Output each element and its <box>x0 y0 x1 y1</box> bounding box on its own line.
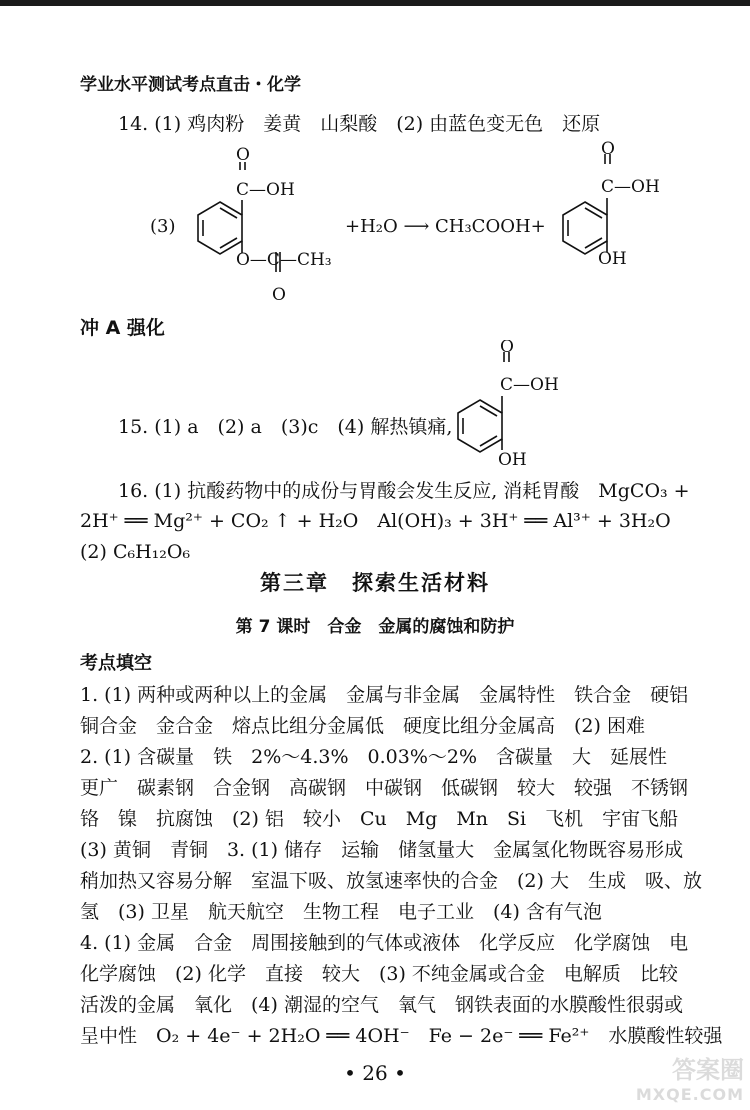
q14-equation-middle: +H₂O ⟶ CH₃COOH+ <box>345 216 546 237</box>
top-border <box>0 0 750 6</box>
section-a-title: 冲 A 强化 <box>80 317 165 339</box>
fill-in-line: 2. (1) 含碳量 铁 2%～4.3% 0.03%～2% 含碳量 大 延展性 <box>80 746 668 768</box>
q16-line2: 2H⁺ ══ Mg²⁺ + CO₂ ↑ + H₂O Al(OH)₃ + 3H⁺ ══ Al³⁺ + 3H₂O <box>80 510 671 532</box>
aspirin-ester: O—C—CH₃ <box>236 250 332 270</box>
fill-in-line: 4. (1) 金属 合金 周围接触到的气体或液体 化学反应 化学腐蚀 电 <box>80 932 689 954</box>
q14-part1: 14. (1) 鸡肉粉 姜黄 山梨酸 (2) 由蓝色变无色 还原 <box>118 113 601 135</box>
aspirin-o-bottom: O <box>272 285 286 305</box>
q16-line3: (2) C₆H₁₂O₆ <box>80 541 191 563</box>
salicylic-oh: OH <box>598 249 627 269</box>
fill-in-line: (3) 黄铜 青铜 3. (1) 储存 运输 储氢量大 金属氢化物既容易形成 <box>80 839 684 861</box>
fill-in-line: 活泼的金属 氧化 (4) 潮湿的空气 氧气 钢铁表面的水膜酸性很弱或 <box>80 994 683 1016</box>
chapter-title: 第三章 探索生活材料 <box>260 571 490 595</box>
fill-in-line: 稍加热又容易分解 室温下吸、放氢速率快的合金 (2) 大 生成 吸、放 <box>80 870 702 892</box>
lesson-title: 第 7 课时 合金 金属的腐蚀和防护 <box>235 617 515 637</box>
q15-oh: OH <box>498 450 527 470</box>
aspirin-o-top: O <box>236 145 250 165</box>
q14-part3-label: (3) <box>150 216 176 237</box>
fill-in-line: 化学腐蚀 (2) 化学 直接 较大 (3) 不纯金属或合金 电解质 比较 <box>80 963 678 985</box>
salicylic-cooh: C—OH <box>601 177 660 197</box>
page-number: • 26 • <box>344 1061 406 1085</box>
watermark-cn: 答案圈 <box>672 1056 744 1084</box>
q15-cooh: C—OH <box>500 375 559 395</box>
running-header: 学业水平测试考点直击・化学 <box>80 75 301 95</box>
fill-in-line: 呈中性 O₂ + 4e⁻ + 2H₂O ══ 4OH⁻ Fe − 2e⁻ ══ Fe²⁺ 水膜酸性较强 <box>80 1025 723 1047</box>
q16-line1: 16. (1) 抗酸药物中的成份与胃酸会发生反应, 消耗胃酸 MgCO₃ + <box>118 480 690 502</box>
watermark-en: MXQE.COM <box>635 1085 744 1104</box>
fill-in-line: 氢 (3) 卫星 航天航空 生物工程 电子工业 (4) 含有气泡 <box>80 901 602 923</box>
q15-o-top: O <box>500 340 514 357</box>
q14-reaction-diagram <box>140 140 700 310</box>
fill-in-line: 更广 碳素钢 合金钢 高碳钢 中碳钢 低碳钢 较大 较强 不锈钢 <box>80 777 689 799</box>
salicylic-structure <box>563 154 610 254</box>
fill-in-line: 铜合金 金合金 熔点比组分金属低 硬度比组分金属高 (2) 困难 <box>80 715 645 737</box>
q15-salicylic-structure <box>450 340 590 470</box>
fill-in-heading: 考点填空 <box>80 653 152 674</box>
fill-in-line: 铬 镍 抗腐蚀 (2) 铝 较小 Cu Mg Mn Si 飞机 宇宙飞船 <box>80 808 679 830</box>
fill-in-line: 1. (1) 两种或两种以上的金属 金属与非金属 金属特性 铁合金 硬铝 <box>80 684 689 706</box>
salicylic-o-top: O <box>601 140 615 159</box>
watermark-logo <box>636 1050 744 1104</box>
q15-text: 15. (1) a (2) a (3)c (4) 解热镇痛, <box>118 416 453 438</box>
aspirin-cooh: C—OH <box>236 180 295 200</box>
